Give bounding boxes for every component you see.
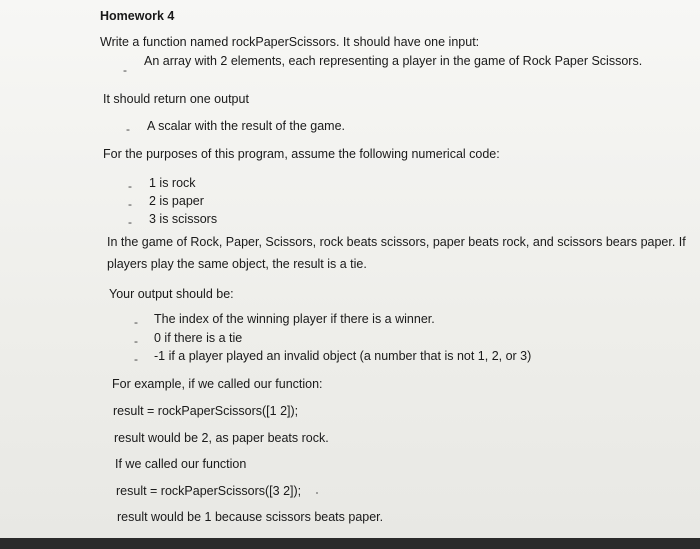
rules-line-2: players play the same object, the result is a tie. bbox=[107, 257, 367, 271]
bullet-dash: - bbox=[123, 63, 127, 77]
output-option: -1 if a player played an invalid object (a number that is not 1, 2, or 3) bbox=[154, 349, 532, 363]
example1-result: result would be 2, as paper beats rock. bbox=[114, 431, 329, 445]
input-item: An array with 2 elements, each representing a player in the game of Rock Paper Scissors. bbox=[144, 54, 643, 68]
output-item: A scalar with the result of the game. bbox=[147, 119, 346, 133]
code-intro: For the purposes of this program, assume the following numerical code: bbox=[103, 147, 500, 161]
example-intro: For example, if we called our function: bbox=[112, 377, 323, 391]
code-item: 1 is rock bbox=[149, 176, 196, 190]
code-item: 2 is paper bbox=[149, 194, 204, 208]
intro-text: Write a function named rockPaperScissors. It should have one input: bbox=[100, 35, 480, 49]
bullet-dash: - bbox=[134, 334, 138, 348]
output-option: 0 if there is a tie bbox=[154, 331, 243, 345]
output-option: The index of the winning player if there is a winner. bbox=[154, 312, 435, 326]
bullet-dash: - bbox=[128, 215, 132, 229]
rules-line-1: In the game of Rock, Paper, Scissors, rock beats scissors, paper beats rock, and scissors bears paper. If bbox=[107, 235, 686, 249]
output-heading: Your output should be: bbox=[109, 287, 234, 301]
document-title: Homework 4 bbox=[100, 9, 175, 23]
example1-code: result = rockPaperScissors([1 2]); bbox=[113, 404, 299, 418]
stray-mark bbox=[316, 492, 318, 494]
example2-intro: If we called our function bbox=[115, 457, 247, 471]
bullet-dash: - bbox=[128, 179, 132, 193]
bottom-bar bbox=[0, 538, 700, 549]
bullet-dash: - bbox=[128, 197, 132, 211]
bullet-dash: - bbox=[134, 352, 138, 366]
example2-result: result would be 1 because scissors beats paper. bbox=[117, 510, 384, 524]
bullet-dash: - bbox=[126, 122, 130, 136]
example2-code: result = rockPaperScissors([3 2]); bbox=[116, 484, 302, 498]
output-intro: It should return one output bbox=[103, 92, 249, 106]
bullet-dash: - bbox=[134, 315, 138, 329]
code-item: 3 is scissors bbox=[149, 212, 218, 226]
